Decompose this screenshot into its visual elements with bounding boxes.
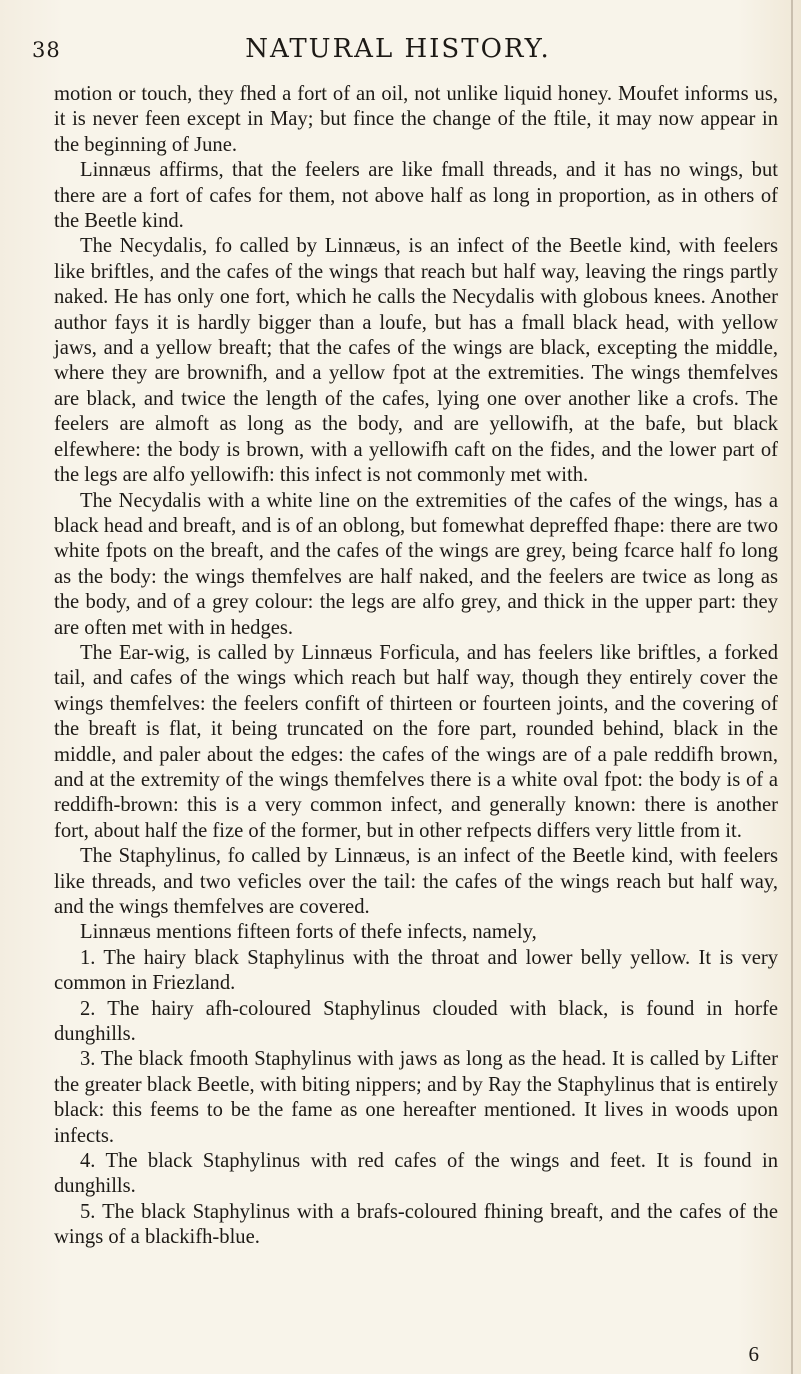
page-header <box>28 30 768 70</box>
list-item: 2. The hairy afh-coloured Staphylinus clouded with black, is found in horfe dunghills. <box>54 997 778 1046</box>
page-edge <box>791 0 793 1374</box>
list-item: 3. The black fmooth Staphylinus with jaws as long as the head. It is called by Lifter the greater black Beetle, with biting nippers; and by Ray the Staphylinus that is entirely black: this feems to be the fame as one hereafter mentioned. It lives in woods upon infects. <box>54 1048 778 1147</box>
running-head: NATURAL HISTORY. <box>245 34 551 64</box>
paragraph: The Necydalis, fo called by Linnæus, is an infect of the Beetle kind, with feelers like briftles, and the cafes of the wings that reach but half way, leaving the rings partly naked. He has only one fort, which he calls the Necydalis with globous knees. Another author fays it is hardly bigger than a loufe, but has a fmall black head, with yellow jaws, and a yellow breaft; that the cafes of the wings are black, excepting the middle, where they are brownifh, and a yellow fpot at the extremities. The wings themfelves are black, and twice the length of the cafes, lying one over another like a crofs. The feelers are almoft as long as the body, and are yellowifh, at the bafe, but black elfewhere: the body is brown, with a yellowifh caft on the fides, and the lower part of the legs are alfo yellowifh: this infect is not commonly met with. <box>54 235 778 487</box>
paragraph: Linnæus affirms, that the feelers are like fmall threads, and it has no wings, but there are a fort of cafes for them, not above half as long in proportion, as in others of the Beetle kind. <box>54 159 778 233</box>
list-item: 4. The black Staphylinus with red cafes of the wings and feet. It is found in dunghills. <box>54 1150 778 1198</box>
page-number: 38 <box>32 38 61 62</box>
paragraph: motion or touch, they fhed a fort of an oil, not unlike liquid honey. Moufet informs us, it is never feen except in May; but fince the change of the ftile, it may now appear in the beginning of June. <box>54 83 778 156</box>
body-text <box>54 82 778 1251</box>
list-item: 1. The hairy black Staphylinus with the throat and lower belly yellow. It is very common in Friezland. <box>54 946 778 995</box>
list-item: 5. The black Staphylinus with a brafs-coloured fhining breaft, and the cafes of the wings of a blackifh-blue. <box>54 1200 778 1249</box>
paragraph: The Ear-wig, is called by Linnæus Forficula, and has feelers like briftles, a forked tail, and cafes of the wings which reach but half way, though they entirely cover the wings themfelves: the feelers confift of thirteen or fourteen joints, and the covering of the breaft is flat, it being truncated on the fore part, rounded behind, black in the middle, and paler about the edges: the cafes of the wings are of a pale reddifh brown, and at the extremity of the wings themfelves there is a white oval fpot: the body is of a reddifh-brown: this is a very common infect, and generally known: there is another fort, about half the fize of the former, but in other refpects differs very little from it. <box>54 641 778 842</box>
catchword: 6 <box>748 1342 759 1366</box>
paragraph: Linnæus mentions fifteen forts of thefe infects, namely, <box>80 921 537 944</box>
paragraph: The Staphylinus, fo called by Linnæus, is an infect of the Beetle kind, with feelers like threads, and two veficles over the tail: the cafes of the wings reach but half way, and the wings themfelves are covered. <box>54 845 778 918</box>
paragraph: The Necydalis with a white line on the extremities of the cafes of the wings, has a black head and breaft, and is of an oblong, but fomewhat depreffed fhape: there are two white fpots on the breaft, and the cafes of the wings are grey, being fcarce half fo long as the body: the wings themfelves are half naked, and the feelers are twice as long as the body, and of a grey colour: the legs are alfo grey, and thick in the upper part: they are often met with in hedges. <box>54 489 778 639</box>
